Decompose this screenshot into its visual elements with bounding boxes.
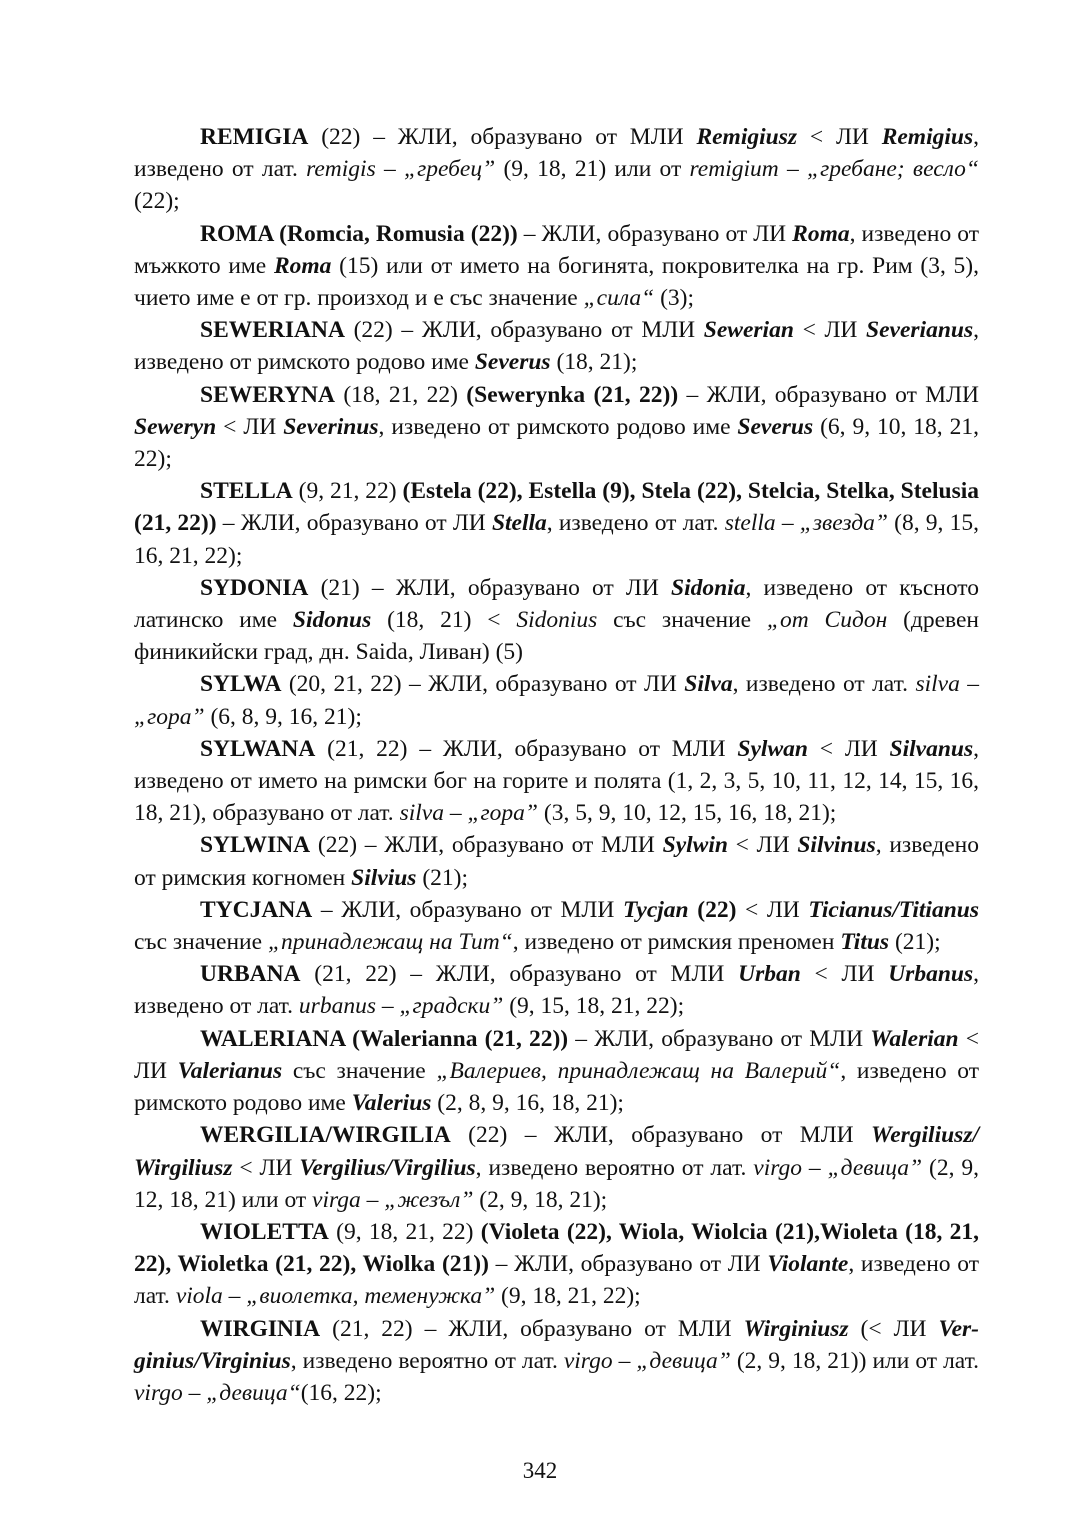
entry-headword: WERGILIA/WIRGILIA [200,1122,451,1149]
entry-text: , изведено от лат. [134,1251,979,1310]
entry-text: (6, 9, 10, 18, 21, 22); [134,413,979,473]
entry-text: (9, 18, 21, 22); [495,1283,641,1310]
entry-text: < ЛИ [232,1154,300,1181]
entry-text: Ticianus/Titianus [808,896,979,923]
entry-text: , изведено от лат. [546,510,725,537]
entry-text: Sewerian [703,317,794,344]
entry-text: със значение [134,929,268,956]
dictionary-entry-sewerynа [134,379,979,476]
dictionary-entry-wergilia [134,1119,979,1216]
entry-text: (Violeta (22), Wiola, Wiolcia (21),Wioleta (18, 21, 22), Wioletka (21, 22), Wiolka (21)) [134,1218,979,1278]
entry-headword: REMIGIA [200,124,309,150]
entry-text: , изведено от лат. [134,124,979,183]
entry-text: Valerianus [177,1057,283,1084]
entry-text: (древен финикийски град, дн. Saida, Ливан) (5) [134,607,979,666]
entry-text: , изведено от името на римски бог на горите и полята (1, 2, 3, 5, 10, 11, 12, 14, 15, 16, 18, 21), образувано от лат. [134,735,979,827]
entry-text: Wergiliusz/ Wirgiliusz [134,1122,979,1181]
entry-text: virgo – „девица“ [134,1379,301,1406]
entry-text: (9, 18, 21) или от [495,156,690,183]
entry-text: (9, 15, 18, 21, 22); [503,993,685,1020]
entry-text: Severianus [866,317,974,344]
entry-text: Vergilius/Virgilius [299,1154,476,1181]
entry-text: silva – „гора” [399,800,539,827]
dictionary-entry-sylwana [134,733,979,830]
entry-text: viola – „виолетка, теменужка” [175,1283,496,1310]
entry-text: Roma [273,252,332,279]
entry-text: Urbanus [888,961,974,988]
entry-text: (21, 22) – ЖЛИ, образувано от МЛИ [300,961,739,988]
entry-text: urbanus – „градски” [298,993,504,1020]
entry-text: Roma [792,220,850,247]
entry-text: (9, 18, 21, 22) [328,1218,481,1245]
entry-text: Stella [491,510,547,537]
dictionary-entry-roma [134,218,979,315]
entry-headword: ROMA (Romcia, Romusia (22)) [200,220,518,247]
entry-text: Silvanus [889,735,974,762]
entry-text: – ЖЛИ, образувано от ЛИ [488,1251,768,1278]
entry-text: , изведено вероятно от лат. [475,1154,754,1181]
dictionary-entry-urbana [134,958,979,1022]
entry-text: Sylwan [737,735,808,762]
entry-text: (22) – ЖЛИ, образувано от МЛИ [308,124,697,150]
entry-text: „Валериев, принадлежащ на Валерий“ [436,1057,841,1084]
entry-text: (16, 22); [300,1379,382,1406]
entry-headword: STELLA [200,478,293,505]
entry-text: virgo – „девица” [563,1347,731,1374]
entry-text: Severus [737,413,814,440]
entry-headword: WALERIANA (Walerianna (21, 22)) [200,1025,569,1052]
entry-text: , изведено от лат. [732,671,916,698]
entry-text: < ЛИ [727,832,798,859]
entry-text: (3); [654,285,695,312]
entry-text: Ver-ginius/Virginius [134,1315,979,1374]
entry-text: (15) или от името на богинята, покровителка на гр. Рим (3, 5), чието име е от гр. произход и е със значение [134,252,979,312]
entry-headword: SYLWANA [200,735,316,762]
entry-headword: SYDONIA [200,574,309,601]
entry-text: < ЛИ [807,735,890,762]
entry-text: (22) – ЖЛИ, образувано от МЛИ [450,1122,872,1149]
entry-text: < ЛИ [736,896,809,923]
dictionary-entry-waleriana [134,1023,979,1120]
entry-text: Tycjan [622,896,689,923]
entry-text: (2, 9, 12, 18, 21) или от [134,1154,980,1213]
dictionary-entry-wioletta [134,1216,979,1313]
entry-headword: WIRGINIA [200,1315,321,1342]
entry-text: , изведено от римското родово име [378,413,738,440]
entry-text: Silva [684,671,733,698]
entry-headword: SYLWA [200,671,282,698]
dictionary-entry-sylwina [134,829,979,893]
dictionary-entry-wirginia [134,1313,979,1410]
entry-text: , изведено от римския преномен [512,929,841,956]
entry-headword: SEWERYNA [200,381,335,408]
entry-text: , изведено от късното латинско име [134,574,979,634]
entry-text: (6, 8, 9, 16, 21); [204,703,362,730]
entry-text: , изведено от римското родово име [134,317,979,376]
entry-headword: TYCJANA [200,896,313,923]
entry-text: Sidonus [292,607,372,634]
entry-text: virgo – „девица” [753,1154,923,1181]
entry-text: < ЛИ [793,317,867,344]
entry-text: (2, 8, 9, 16, 18, 21); [431,1090,624,1117]
entry-text: (2, 9, 18, 21)) или от лат. [730,1347,980,1374]
entry-text: (2, 9, 18, 21); [473,1186,608,1213]
entry-text: – ЖЛИ, образувано от ЛИ [216,510,492,537]
entry-text: (20, 21, 22) – ЖЛИ, образувано от ЛИ [281,671,685,698]
dictionary-entry-sydonia [134,572,979,669]
page-number: 342 [522,1458,558,1483]
dictionary-entry-seweriana [134,314,979,378]
entry-text: , изведено вероятно от лат. [290,1347,564,1374]
entry-text: (21); [889,929,941,956]
entry-text: < ЛИ [216,413,284,440]
entry-text: (21); [416,864,469,891]
entry-text: Severinus [283,413,379,440]
entry-text: (21) – ЖЛИ, образувано от ЛИ [308,574,672,601]
entry-text: (< ЛИ [848,1315,939,1342]
entry-text: Sidonia [671,574,746,601]
entry-text: „от Сидон [766,607,888,634]
dictionary-entry-remigia [134,121,979,218]
entry-text: Seweryn [134,413,217,440]
entry-text: (22) [688,896,737,923]
entry-text: (3, 5, 9, 10, 12, 15, 16, 18, 21); [538,800,837,827]
entry-text: Sidonius [516,607,598,634]
entry-text: , изведено от римското родово име [134,1057,979,1117]
entry-text: remigis – „гребец” [306,156,496,183]
entry-text: – ЖЛИ, образувано от МЛИ [678,381,979,408]
entry-text: Remigiusz [696,124,798,150]
entry-text: Severus [474,349,551,376]
entry-text: (8, 9, 15, 16, 21, 22); [134,510,979,569]
entry-text: – ЖЛИ, образувано от ЛИ [517,220,793,247]
entry-text: Urban [738,961,801,988]
entry-text: Sylwin [662,832,728,859]
entry-text: , изведено от мъжкото име [134,220,979,279]
entry-text: – ЖЛИ, образувано от МЛИ [312,896,623,923]
entry-text: Silvius [351,864,417,891]
dictionary-entry-stella [134,475,979,572]
entry-text: remigium – „гребане; весло“ [689,156,979,183]
entry-text: (22); [134,188,180,215]
entry-text: (18, 21, 22) [334,381,467,408]
entry-text: (Estela (22), Estella (9), Stela (22), Stelcia, Stelka, Stelusia (21, 22)) [134,478,980,537]
entry-text: Violante [767,1251,849,1278]
entry-text: (9, 21, 22) [292,478,403,505]
entry-text: < ЛИ [800,961,889,988]
entry-text: (18, 21); [550,349,638,376]
entry-text: , изведено от лат. [134,961,979,1020]
dictionary-entry-sylwa [134,668,979,732]
entry-text: stella – „звезда” [724,510,888,537]
entry-text: (22) – ЖЛИ, образувано от МЛИ [344,317,704,344]
entry-text: Valerius [351,1090,432,1117]
entry-text: Wirginiusz [743,1315,849,1342]
entry-headword: WIOLETTA [200,1218,329,1245]
entry-text: < ЛИ [797,124,882,150]
entry-text: „принадлежащ на Тит“ [267,929,513,956]
entry-text: virga – „жезъл” [312,1186,474,1213]
entry-text: Silvinus [797,832,876,859]
entry-text: – ЖЛИ, образувано от МЛИ [568,1025,871,1052]
dictionary-entry-tycjana [134,894,979,958]
entry-text: Walerian [870,1025,959,1052]
page-body [134,121,979,1409]
entry-text: (22) – ЖЛИ, образувано от МЛИ [310,832,663,859]
entry-text: silva – „гора” [134,671,979,730]
entry-text: (21, 22) – ЖЛИ, образувано от МЛИ [320,1315,744,1342]
entry-text: „сила“ [583,285,655,312]
entry-headword: SYLWINA [200,832,311,859]
entry-text: (Sewerynka (21, 22)) [466,381,679,408]
entry-text: < ЛИ [134,1025,979,1084]
entry-headword: SEWERIANA [200,317,345,344]
entry-text: със значение [597,607,767,634]
entry-text: със значение [282,1057,437,1084]
entry-text: Remigius [881,124,974,150]
entry-headword: URBANA [200,961,301,988]
entry-text: (18, 21) < [371,607,517,634]
entry-text: , изведено от римския когномен [134,832,979,891]
entry-text: Titus [840,929,890,956]
entry-text: (21, 22) – ЖЛИ, образувано от МЛИ [315,735,738,762]
